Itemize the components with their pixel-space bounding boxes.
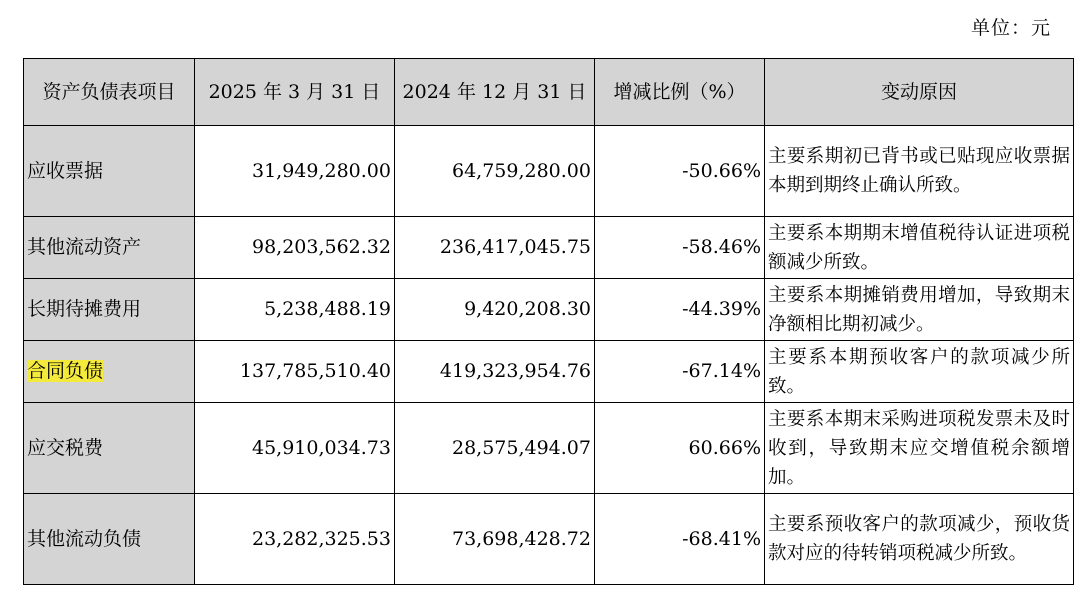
row-item-label: 其他流动资产 [24, 217, 195, 279]
table-row [24, 279, 1074, 341]
row-current-value: 45,910,034.73 [195, 403, 395, 494]
header-reason: 变动原因 [765, 59, 1074, 126]
table-row [24, 494, 1074, 585]
row-change-ratio: -50.66% [595, 126, 765, 217]
row-previous-value: 73,698,428.72 [395, 494, 595, 585]
row-change-reason: 主要系期初已背书或已贴现应收票据本期到期终止确认所致。 [765, 126, 1074, 217]
row-change-ratio: -44.39% [595, 279, 765, 341]
row-item-label-cell [24, 341, 195, 403]
row-change-reason: 主要系预收客户的款项减少，预收货款对应的待转销项税减少所致。 [765, 494, 1074, 585]
row-item-label: 其他流动负债 [24, 494, 195, 585]
row-current-value: 5,238,488.19 [195, 279, 395, 341]
row-change-reason: 主要系本期末采购进项税发票未及时收到，导致期末应交增值税余额增加。 [765, 403, 1074, 494]
row-item-label: 应收票据 [24, 126, 195, 217]
row-item-label: 长期待摊费用 [24, 279, 195, 341]
row-current-value: 31,949,280.00 [195, 126, 395, 217]
row-change-ratio: -58.46% [595, 217, 765, 279]
balance-sheet-changes-table [23, 58, 1074, 585]
table-row [24, 217, 1074, 279]
unit-label: 单位：元 [970, 17, 1051, 39]
row-change-reason: 主要系本期摊销费用增加，导致期末净额相比期初减少。 [765, 279, 1074, 341]
row-change-reason: 主要系本期预收客户的款项减少所致。 [765, 341, 1074, 403]
row-change-ratio: -67.14% [595, 341, 765, 403]
table-header-row [24, 59, 1074, 126]
header-change-ratio: 增减比例（%） [595, 59, 765, 126]
row-previous-value: 64,759,280.00 [395, 126, 595, 217]
row-change-ratio: -68.41% [595, 494, 765, 585]
highlighted-item-label: 合同负债 [27, 360, 104, 382]
table-row [24, 341, 1074, 403]
row-item-label: 应交税费 [24, 403, 195, 494]
row-change-ratio: 60.66% [595, 403, 765, 494]
row-previous-value: 419,323,954.76 [395, 341, 595, 403]
row-previous-value: 9,420,208.30 [395, 279, 595, 341]
row-previous-value: 236,417,045.75 [395, 217, 595, 279]
table-row [24, 126, 1074, 217]
header-item: 资产负债表项目 [24, 59, 195, 126]
row-current-value: 23,282,325.53 [195, 494, 395, 585]
row-current-value: 137,785,510.40 [195, 341, 395, 403]
header-date-previous: 2024 年 12 月 31 日 [395, 59, 595, 126]
row-previous-value: 28,575,494.07 [395, 403, 595, 494]
header-date-current: 2025 年 3 月 31 日 [195, 59, 395, 126]
row-current-value: 98,203,562.32 [195, 217, 395, 279]
table-row [24, 403, 1074, 494]
row-change-reason: 主要系本期期末增值税待认证进项税额减少所致。 [765, 217, 1074, 279]
